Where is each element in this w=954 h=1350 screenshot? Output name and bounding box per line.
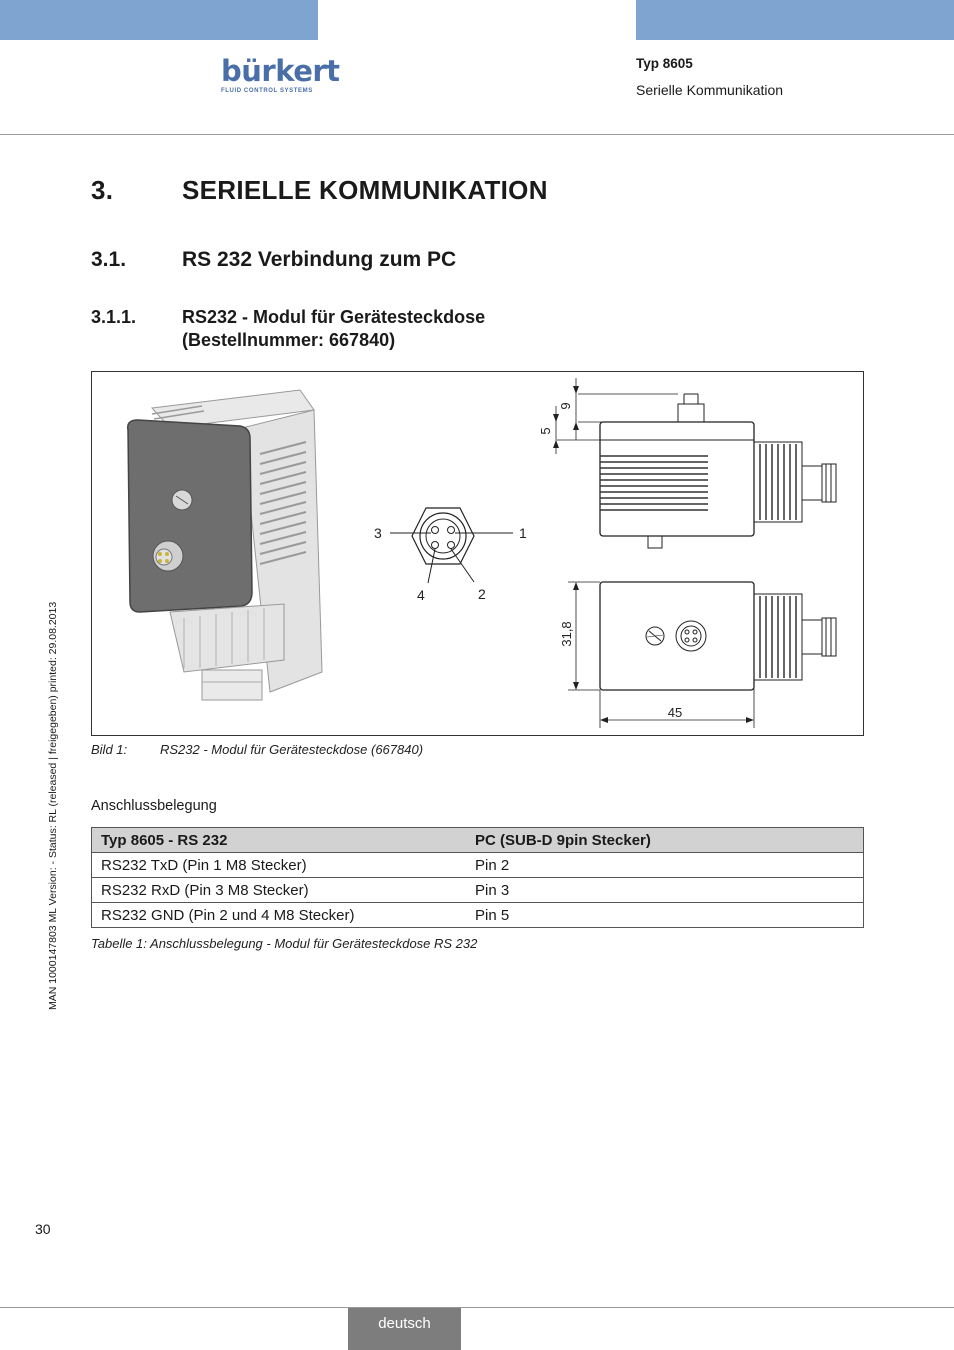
- pin-label-1: 1: [519, 525, 527, 541]
- table-cell: Pin 3: [466, 878, 864, 903]
- module-drawing: [92, 372, 863, 735]
- header-band-right: [636, 0, 954, 40]
- table-row: [92, 878, 864, 903]
- pin-label-4: 4: [417, 587, 425, 603]
- table-row: [92, 903, 864, 928]
- header-rule: [0, 134, 954, 135]
- header-band-left: [0, 0, 318, 40]
- dim-9: 9: [558, 402, 573, 410]
- table-header-cell: PC (SUB-D 9pin Stecker): [466, 828, 864, 853]
- h3-title: [182, 306, 485, 352]
- table-header-cell: Typ 8605 - RS 232: [92, 828, 467, 853]
- h2-number: 3.1.: [91, 248, 127, 271]
- footer-rule: [0, 1307, 954, 1308]
- h3-number: 3.1.1.: [91, 307, 137, 327]
- front-view: [568, 582, 836, 728]
- pin-assignment-table: [91, 827, 864, 928]
- table-cell: RS232 TxD (Pin 1 M8 Stecker): [92, 853, 467, 878]
- table-row: [92, 853, 864, 878]
- h3-title-line1: RS232 - Modul für Gerätesteckdose: [182, 307, 486, 327]
- h2-title: RS 232 Verbindung zum PC: [182, 248, 457, 271]
- dim-5: 5: [538, 427, 553, 435]
- pin-face-view: [390, 508, 513, 583]
- connection-label: Anschlussbelegung: [91, 798, 217, 814]
- figure-caption-text: RS232 - Modul für Gerätesteckdose (667840): [160, 742, 424, 757]
- pin-label-3: 3: [374, 525, 382, 541]
- table-cell: Pin 5: [466, 903, 864, 928]
- table-header-row: [92, 828, 864, 853]
- h1-number: 3.: [91, 175, 114, 205]
- brand-tagline: FLUID CONTROL SYSTEMS: [221, 88, 313, 94]
- header-section: Serielle Kommunikation: [636, 82, 784, 98]
- dim-45: 45: [667, 705, 683, 720]
- side-view: [556, 378, 836, 548]
- figure-box: [91, 371, 864, 736]
- header-product: Typ 8605: [636, 56, 693, 71]
- table-cell: RS232 GND (Pin 2 und 4 M8 Stecker): [92, 903, 467, 928]
- page-number: 30: [35, 1221, 51, 1237]
- table-cell: Pin 2: [466, 853, 864, 878]
- dim-31-8: 31,8: [559, 621, 574, 647]
- brand-logo: bürkert: [221, 54, 340, 88]
- h1-title: SERIELLE KOMMUNIKATION: [182, 175, 548, 205]
- document-status-sidebar: MAN 1000147803 ML Version: - Status: RL (released | freigegeben) printed: 29.08.2013: [47, 601, 59, 1010]
- table-cell: RS232 RxD (Pin 3 M8 Stecker): [92, 878, 467, 903]
- language-tab: deutsch: [348, 1308, 461, 1350]
- module-3d-view: [128, 390, 322, 700]
- figure-caption-label: Bild 1:: [91, 742, 128, 757]
- table-caption: Tabelle 1: Anschlussbelegung - Modul für Gerätesteckdose RS 232: [91, 936, 478, 951]
- pin-label-2: 2: [478, 586, 486, 602]
- h3-title-line2: (Bestellnummer: 667840): [182, 330, 396, 350]
